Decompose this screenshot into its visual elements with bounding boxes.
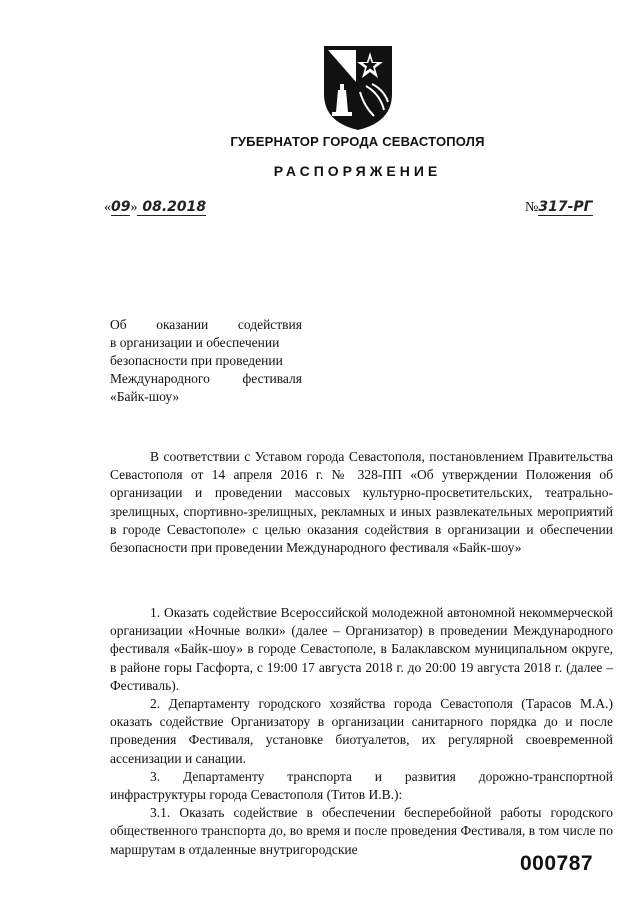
item-paragraph: 2. Департаменту городского хозяйства города Севастополя (Тарасов М.А.) оказать содействие Организатору в организации санитарного порядка до и после проведения Фестиваля, установке биотуалетов, их регулярной своевременной ассенизации и санации. xyxy=(110,696,613,766)
subject-line: в организации и обеспечении xyxy=(110,335,280,350)
subject-line: Международного фестиваля xyxy=(110,371,302,386)
coat-of-arms-icon xyxy=(320,42,396,132)
authority-title: ГУБЕРНАТОР ГОРОДА СЕВАСТОПОЛЯ xyxy=(230,134,485,149)
subject-line: Об оказании содействия xyxy=(110,317,302,332)
document-number xyxy=(525,199,609,217)
order-items xyxy=(110,604,613,859)
item-paragraph: 3. Департаменту транспорта и развития дорожно-транспортной инфраструктуры города Севастополя (Титов И.В.): xyxy=(110,768,613,803)
number-value: 317-РГ xyxy=(538,199,593,215)
subject-block xyxy=(110,316,302,406)
number-sign: № xyxy=(525,200,539,215)
date-day: 09 xyxy=(111,199,131,215)
date-close-quote: » xyxy=(130,200,138,215)
subject-line: безопасности при проведении xyxy=(110,353,283,368)
date-open-quote: « xyxy=(104,200,111,215)
document-date xyxy=(104,199,212,217)
document-type: РАСПОРЯЖЕНИЕ xyxy=(273,163,442,179)
item-paragraph: 1. Оказать содействие Всероссийской молодежной автономной некоммерческой организации «Ночные волки» (далее – Организатор) в проведении Международного фестиваля «Байк-шоу» в городе Севастополе, в Балаклавском муниципальном округе, в районе горы Гасфорта, с 19:00 17 августа 2018 г. до 20:00 19 августа 2018 г. (далее – Фестиваль). xyxy=(110,605,613,693)
subject-line: «Байк-шоу» xyxy=(110,389,180,404)
preamble xyxy=(110,448,613,557)
preamble-paragraph: В соответствии с Уставом города Севастополя, постановлением Правительства Севастополя от 14 апреля 2016 г. № 328-ПП «Об утверждении Положения об организации и проведении массовых культурно-просветительских, театрально-зрелищных, спортивно-зрелищных, рекламных и иных развлекательных мероприятий в городе Севастополе» с целью оказания содействия в организации и обеспечении безопасности при проведении Международного фестиваля «Байк-шоу» xyxy=(110,449,613,556)
item-paragraph: 3.1. Оказать содействие в обеспечении бесперебойной работы городского общественного транспорта до, во время и после проведения Фестиваля, в том числе по маршрутам в отдаленные внутригородские xyxy=(110,805,613,857)
date-month-year: 08.2018 xyxy=(137,199,207,215)
registration-number: 000787 xyxy=(520,852,594,875)
